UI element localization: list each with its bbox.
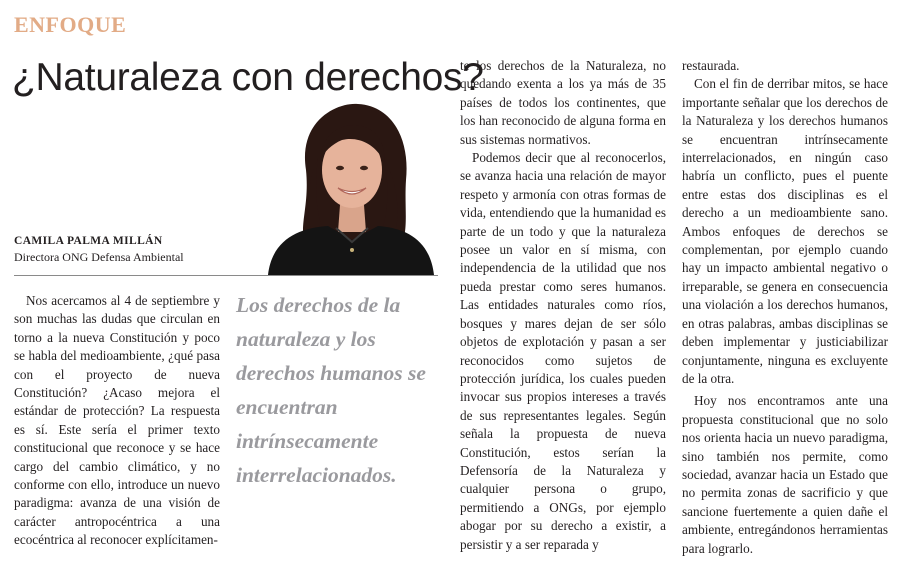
paragraph: Con el fin de derribar mitos, se hace importante señalar que los derechos de la Naturaleza y los derechos humanos se encuentran intrínsecamente interrelacionados, en ningún caso habría un conflicto, pues el puente entre estas dos disciplinas es el derecho a un medioambiente sano. Ambos enfoques de derechos se complementan, por ejemplo cuando hay un impacto ambiental negativo o irreparable, se genera en consecuencia una violación a los derechos humanos, en otras palabras, ambas disciplinas se deben implementar y justiciabilizar conjuntamente, ninguna es excluyente de la otra. [682, 76, 888, 386]
column-4 [682, 57, 888, 558]
author-photo [258, 100, 438, 275]
headline: ¿Naturaleza con derechos? [12, 56, 484, 99]
paragraph: Hoy nos encontramos ante una propuesta constitucional que no solo nos orienta hacia un nuevo paradigma, sino también nos permite, como sociedad, avanzar hacia un Estado que no permita zonas de sacrificio y que sancione fuertemente a quien dañe el ambiente, entregándonos herramientas para lograrlo. [682, 393, 888, 556]
paragraph: Nos acercamos al 4 de septiembre y son muchas las dudas que circulan en torno a la nueva Constitución y poco se habla del medioambiente, ¿qué pasa con el proyecto de nueva Constitución? ¿Acaso mejora el estándar de protección? La respuesta es sí. Este sería el primer texto constitucional que reconoce y se hace cargo del cambio climático, y no conforme con ello, introduce un nuevo paradigma: avanza de una visión de carácter antropocéntrica a una ecocéntrica al reconocer explícitamen- [14, 293, 220, 548]
column-3 [460, 57, 666, 554]
divider-rule [14, 275, 438, 276]
author-name: CAMILA PALMA MILLÁN [14, 235, 163, 247]
paragraph: restaurada. [682, 58, 740, 73]
author-portrait-icon [258, 100, 438, 275]
paragraph: te los derechos de la Naturaleza, no quedando exenta a los ya más de 35 países de todos los continentes, que los han reconocido de alguna forma en sus sistemas normativos. [460, 58, 666, 147]
paragraph: Podemos decir que al reconocerlos, se avanza hacia una relación de mayor respeto y armonía con otras formas de vida, entendiendo que la humanidad es parte de un todo y que la naturaleza posee un valor en sí misma, con independencia de la utilidad que nos pueda prestar como seres humanos. Las entidades naturales como ríos, bosques y mares dejan de ser sólo objetos de explotación y pasan a ser reconocidos como sujetos de protección jurídica, los cuales pueden invocar sus propios intereses a través de sus representantes legales. Según señala la propuesta de nueva Constitución, estos serían la Defensoría de la Naturaleza y cualquier persona o grupo, permitiendo a ONGs, por ejemplo abogar por su derecho a existir, a persistir y a ser reparada y [460, 150, 666, 552]
pull-quote: Los derechos de la naturaleza y los derechos humanos se encuentran intrínsecamente interrelacionados. [236, 293, 426, 487]
author-role: Directora ONG Defensa Ambiental [14, 250, 184, 264]
column-1 [14, 292, 220, 550]
section-tag: ENFOQUE [14, 12, 127, 37]
